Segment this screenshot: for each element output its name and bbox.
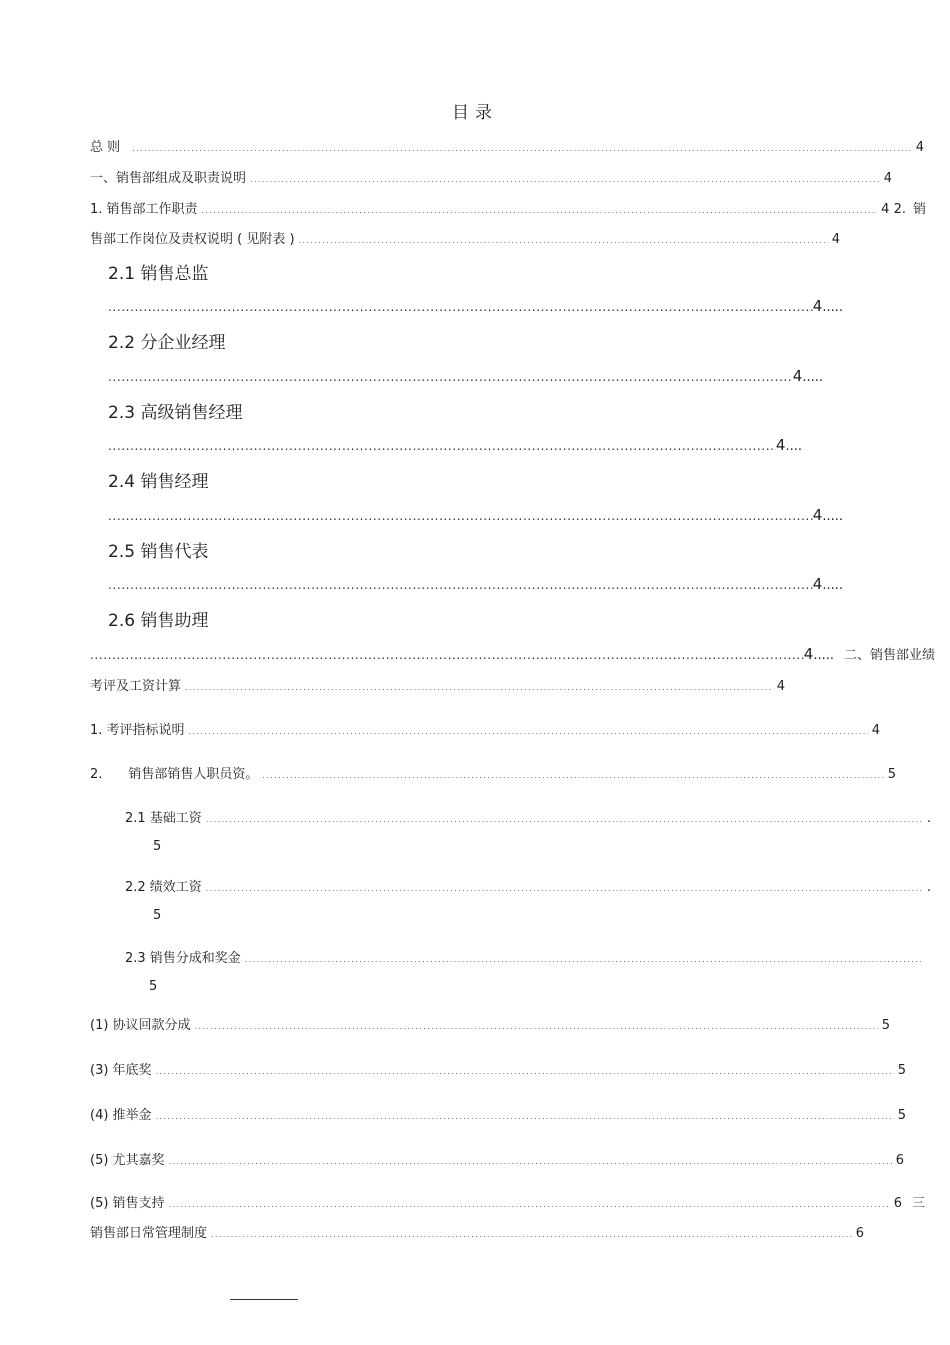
toc-entry [90,1063,906,1080]
toc-entry [108,437,802,455]
toc-trailing-dots: .... [785,439,802,454]
toc-entry [125,880,931,897]
toc-page-number: . [926,811,931,826]
toc-entry [90,171,892,188]
toc-leader-dots [189,724,868,740]
toc-subheading [108,403,242,423]
toc-leader-dots [262,768,883,784]
toc-page-number: 5 [153,908,162,923]
toc-trailing-dots: ..... [822,509,843,524]
toc-entry [90,723,880,740]
toc-entry-page-wrapped [153,839,161,855]
toc-leader-dots [245,952,921,968]
toc-entry [90,646,935,664]
toc-leader-dots [108,299,813,315]
toc-subheading-text: 2.4 销售经理 [108,472,209,492]
toc-wrapped-text: 二、销售部业绩 [843,648,935,663]
toc-entry-text: 2.3 销售分成和奖金 [125,951,241,966]
toc-entry-text: (5) 销售支持 [90,1196,165,1211]
toc-entry-text: (3) 年底奖 [90,1063,152,1078]
toc-subheading-text: 2.3 高级销售经理 [108,403,243,423]
toc-entry [90,202,926,219]
toc-subheading-text: 2.1 销售总监 [108,264,209,284]
toc-leader-dots [156,1109,894,1125]
toc-subheading [108,542,208,562]
toc-entry [90,767,896,784]
toc-leader-dots [211,1227,852,1243]
toc-entry [125,811,931,828]
toc-entry-text: 2.1 基础工资 [125,811,202,826]
footnote-rule [230,1299,298,1300]
toc-leader-dots [108,508,813,524]
toc-entry-text: 考评及工资计算 [90,679,182,694]
toc-leader-dots [185,680,773,696]
toc-entry-text: 总 则 [90,140,121,155]
toc-entry-text: (4) 推举金 [90,1108,152,1123]
toc-entry [90,232,840,249]
toc-wrapped-text: 销 [912,202,926,217]
toc-entry [108,507,843,525]
toc-leader-dots [108,577,813,593]
toc-leader-dots [250,172,880,188]
toc-entry [108,576,843,594]
toc-entry-text: 一、销售部组成及职责说明 [90,171,247,186]
toc-subheading-text: 2.6 销售助理 [108,611,209,631]
toc-trailing-dots: ..... [802,370,823,385]
toc-entry-text: (5) 尤其嘉奖 [90,1153,165,1168]
toc-entry-text: 1. 考评指标说明 [90,723,185,738]
toc-trailing-dots: ..... [813,648,834,663]
toc-page-number: 4 [812,297,823,315]
toc-trailing-dots: ..... [822,300,843,315]
toc-entry [90,1018,890,1035]
toc-entry [108,368,823,386]
toc-entry-page-wrapped [149,979,157,995]
toc-entry [90,1108,906,1125]
toc-page-number: 6 [895,1153,904,1168]
toc-leader-dots [206,812,923,828]
toc-subheading-text: 2.2 分企业经理 [108,333,226,353]
toc-leader-dots [108,438,776,454]
toc-entry-text: 销售部日常管理制度 [90,1226,208,1241]
toc-page-number: 6 [893,1196,902,1211]
toc-page-number: 4 [871,723,880,738]
toc-subheading [108,611,208,631]
toc-wrapped-text: 三 [911,1196,925,1211]
toc-leader-dots [195,1019,878,1035]
toc-subheading [108,472,208,492]
toc-subheading [108,264,208,284]
toc-entry-text: 1. 销售部工作职责 [90,202,198,217]
toc-leader-dots [90,647,804,663]
toc-leader-dots [169,1197,890,1213]
toc-page-number: 5 [897,1063,906,1078]
toc-entry [125,951,925,968]
toc-leader-dots [202,203,878,219]
toc-entry-page-wrapped [153,908,161,924]
toc-page-number: 4 [831,232,840,247]
toc-page-number: 6 [855,1226,864,1241]
toc-subheading-text: 2.5 销售代表 [108,542,209,562]
toc-entry [90,1226,864,1243]
toc-page-number: 5 [149,979,158,994]
toc-entry-number: 2. [90,767,103,782]
toc-trailing-dots: ..... [822,578,843,593]
toc-leader-dots [132,141,912,157]
toc-page-number: 4 2. [881,202,906,217]
toc-entry [90,140,924,157]
toc-entry-text: (1) 协议回款分成 [90,1018,191,1033]
toc-page-number: . [926,880,931,895]
toc-title: 目录 [452,103,498,123]
toc-leader-dots [169,1154,892,1170]
toc-page-number: 4 [803,645,814,663]
toc-entry-text: 2.2 绩效工资 [125,880,202,895]
toc-entry [90,1153,904,1170]
toc-page-number: 5 [897,1108,906,1123]
toc-page-number: 5 [881,1018,890,1033]
toc-page-number: 4 [812,575,823,593]
toc-leader-dots [156,1064,894,1080]
toc-leader-dots [206,881,923,897]
toc-page-number: 4 [812,506,823,524]
toc-entry-text: 售部工作岗位及责权说明 ( 见附表 ) [90,232,295,247]
toc-page-number: 4 [883,171,892,186]
toc-page-number: 4 [792,367,803,385]
toc-page-number: 5 [153,839,162,854]
toc-page-number: 5 [887,767,896,782]
toc-leader-dots [108,369,793,385]
toc-page-number: 4 [776,679,785,694]
toc-subheading [108,333,225,353]
toc-page-number: 4 [915,140,924,155]
toc-entry [108,298,843,316]
toc-page-number: 4 [775,436,786,454]
toc-leader-dots [299,233,828,249]
toc-entry-text: 销售部销售人职员资。 [128,767,259,782]
toc-entry [90,1196,925,1213]
toc-entry [90,679,785,696]
